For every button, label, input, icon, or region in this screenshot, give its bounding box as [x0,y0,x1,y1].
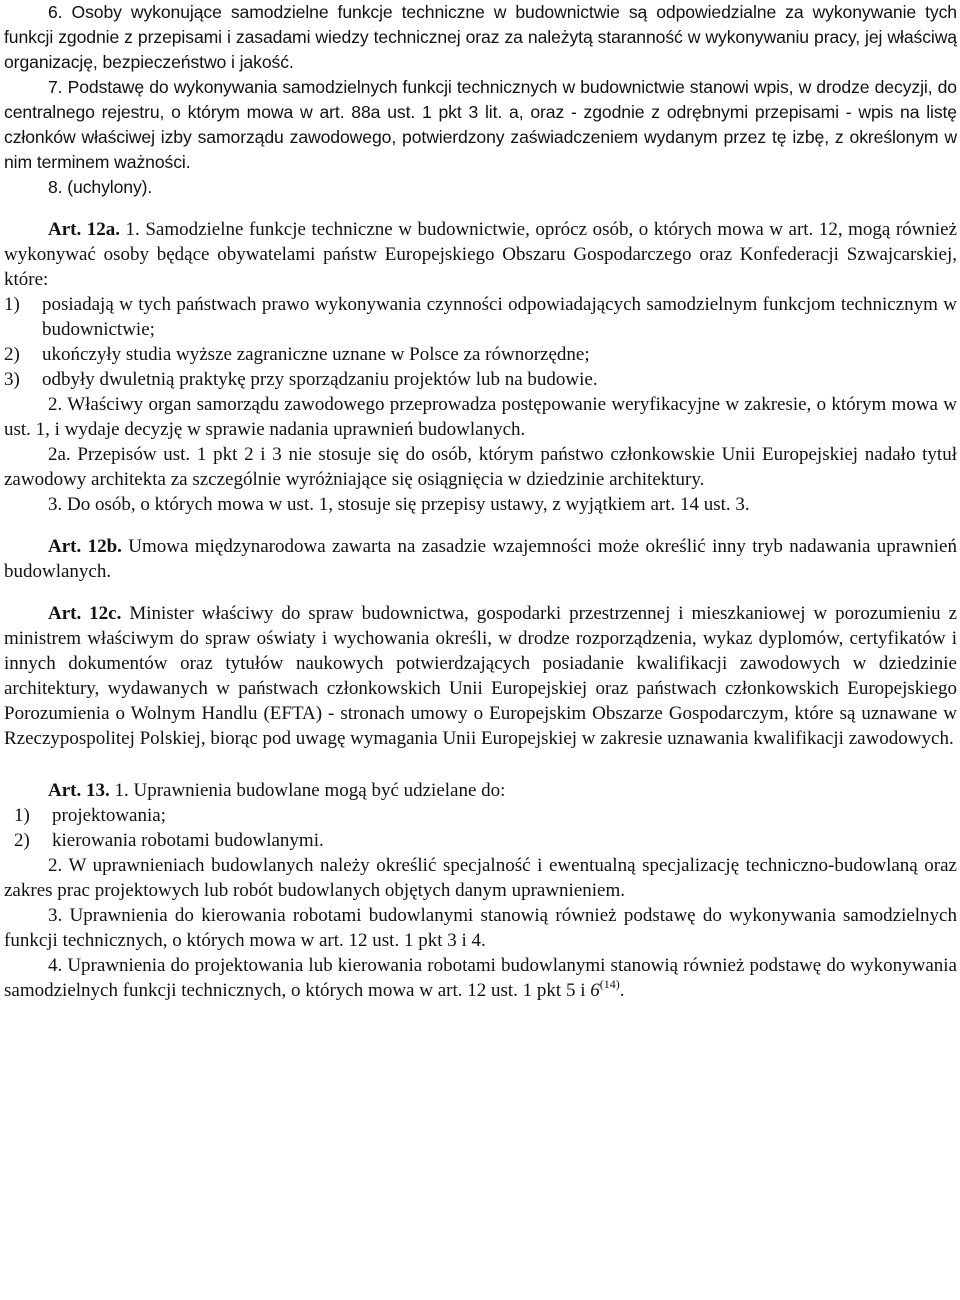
article-12a-heading: Art. 12a. [48,219,121,240]
article-12c: Art. 12c. Minister właściwy do spraw budownictwa, gospodarki przestrzennej i mieszkaniowej w porozumieniu z ministrem właściwym do spraw oświaty i wychowania określi, w drodze rozporządzenia, wykaz dyplomów, certyfikatów i innych dokumentów oraz tytułów naukowych potwierdzających posiadanie kwalifikacji zawodowych w dziedzinie architektury, wydawanych w państwach członkowskich Unii Europejskiej oraz państwach członkowskich Europejskiego Porozumienia o Wolnym Handlu (EFTA) - stronach umowy o Europejskim Obszarze Gospodarczym, które są uznawane w Rzeczypospolitej Polskiej, biorąc pod uwagę wymagania Unii Europejskiej w zakresie uznawania kwalifikacji zawodowych. [4,603,958,749]
list-item: 3) odbyły dwuletnią praktykę przy sporządzaniu projektów lub na budowie. [4,369,598,390]
paragraph-8: 8. (uchylony). [48,177,153,197]
article-12a-paragraph-1: Art. 12a. 1. Samodzielne funkcje techniczne w budownictwie, oprócz osób, o których mowa w art. 12, mogą również wykonywać osoby będące obywatelami państw Europejskiego Obszaru Gospodarczego oraz Konfederacji Szwajcarskiej, które: [4,219,958,290]
article-12b: Art. 12b. Umowa międzynarodowa zawarta na zasadzie wzajemności może określić inny tryb nadawania uprawnień budowlanych. [4,536,957,582]
article-12b-heading: Art. 12b. [48,536,122,557]
article-13-paragraph-2: 2. W uprawnieniach budowlanych należy określić specjalność i ewentualną specjalizację techniczno-budowlaną oraz zakres prac projektowych lub robót budowlanych objętych danym uprawnieniem. [4,855,957,901]
spacer [4,584,957,601]
article-12c-heading: Art. 12c. [48,603,122,624]
article-13-paragraph-4: 4. Uprawnienia do projektowania lub kierowania robotami budowlanymi stanowią również podstawę do wykonywania samodzielnych funkcji technicznych, o których mowa w art. 12 ust. 1 pkt 5 i 6$^{(14)}$. [4,955,957,1001]
spacer [4,200,957,217]
list-item: 2) kierowania robotami budowlanymi. [14,830,324,851]
article-12a-paragraph-2a: 2a. Przepisów ust. 1 pkt 2 i 3 nie stosuje się do osób, którym państwo członkowskie Unii Europejskiej nadało tytuł zawodowy architekta za szczególnie wyróżniające się osiągnięcia w dziedzinie architektury. [4,444,957,490]
article-12a-paragraph-2: 2. Właściwy organ samorządu zawodowego przeprowadza postępowanie weryfikacyjne w zakresie, o którym mowa w ust. 1, i wydaje decyzję w sprawie nadania uprawnień budowlanych. [4,394,957,440]
list-item: 2) ukończyły studia wyższe zagraniczne uznane w Polsce za równorzędne; [4,344,590,365]
list-item: 1) projektowania; [14,805,166,826]
article-12a-paragraph-3: 3. Do osób, o których mowa w ust. 1, stosuje się przepisy ustawy, z wyjątkiem art. 14 ust. 3. [48,494,750,515]
paragraph-6: 6. Osoby wykonujące samodzielne funkcje techniczne w budownictwie są odpowiedzialne za wykonywanie tych funkcji zgodnie z przepisami i zasadami wiedzy technicznej oraz za należytą staranność w wykonywaniu pracy, jej właściwą organizację, bezpieczeństwo i jakość. [4,2,957,72]
spacer [4,517,957,534]
list-item: 1) posiadają w tych państwach prawo wykonywania czynności odpowiadających samodzielnym funkcjom technicznym w budownictwie; [4,294,957,340]
italic-number: 6 [590,980,600,1001]
article-13-paragraph-3: 3. Uprawnienia do kierowania robotami budowlanymi stanowią również podstawę do wykonywania samodzielnych funkcji technicznych, o których mowa w art. 12 ust. 1 pkt 3 i 4. [4,905,957,951]
paragraph-7: 7. Podstawę do wykonywania samodzielnych funkcji technicznych w budownictwie stanowi wpis, w drodze decyzji, do centralnego rejestru, o którym mowa w art. 88a ust. 1 pkt 3 lit. a, oraz - zgodnie z odrębnymi przepisami - wpis na listę członków właściwej izby samorządu zawodowego, potwierdzony zaświadczeniem wydanym przez tę izbę, z określonym w nim terminem ważności. [4,77,957,172]
article-13-paragraph-1: Art. 13. 1. Uprawnienia budowlane mogą być udzielane do: [48,780,506,801]
footnote-marker: (14) [599,977,620,991]
article-13-heading: Art. 13. [48,780,110,801]
spacer [4,751,957,778]
